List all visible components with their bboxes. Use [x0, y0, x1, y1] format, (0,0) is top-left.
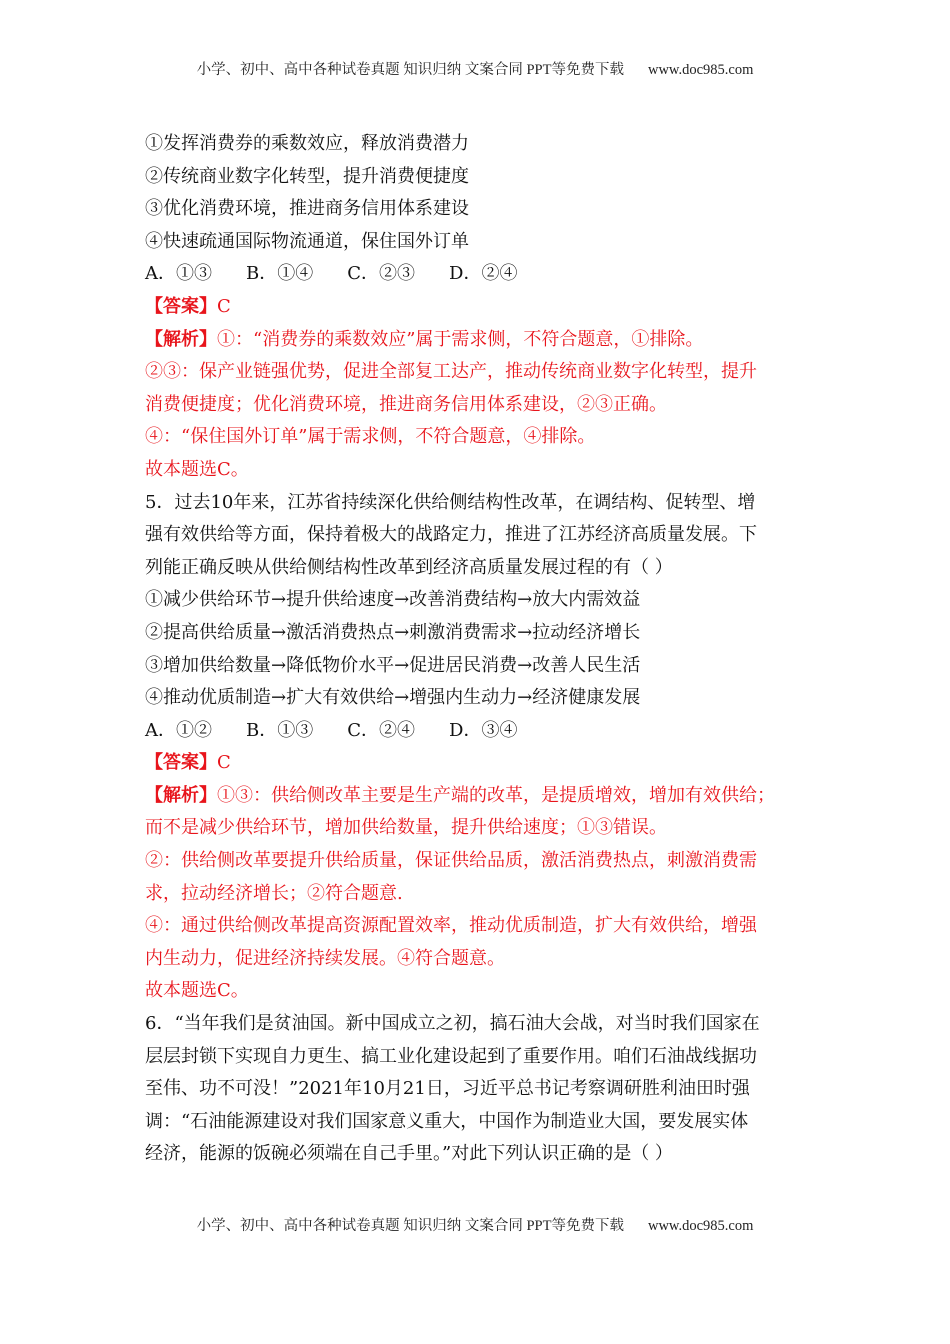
- q5-item: ①减少供给环节→提升供给速度→改善消费结构→放大内需效益: [145, 589, 641, 611]
- q6-stem-line: 调：“石油能源建设对我们国家意义重大，中国作为制造业大国，要发展实体: [145, 1110, 749, 1132]
- q4-analysis-line: ②③：保产业链强优势，促进全部复工达产，推动传统商业数字化转型，提升: [145, 361, 757, 383]
- q6-stem-line: 经济，能源的饭碗必须端在自己手里。”对此下列认识正确的是（ ）: [145, 1143, 673, 1165]
- q6-stem-line: 层层封锁下实现自力更生、搞工业化建设起到了重要作用。咱们石油战线据功: [145, 1045, 757, 1067]
- q5-option-a: A．①②: [145, 719, 212, 741]
- q5-analysis-line: [145, 780, 815, 813]
- footer-site-link[interactable]: www.doc985.com: [647, 1218, 754, 1234]
- q5-item: ②提高供给质量→激活消费热点→刺激消费需求→拉动经济增长: [145, 621, 641, 643]
- q5-block: [145, 487, 815, 1009]
- q5-answer: [145, 747, 815, 780]
- answer-label: 【答案】: [145, 295, 217, 317]
- q4-analysis-line: ④：“保住国外订单”属于需求侧，不符合题意，④排除。: [145, 426, 596, 448]
- q4-item: ①发挥消费券的乘数效应，释放消费潜力: [145, 133, 469, 154]
- q4-answer: [145, 291, 815, 324]
- analysis-label: 【解析】: [145, 784, 217, 806]
- q5-stem-line: 强有效供给等方面，保持着极大的战路定力，推进了江苏经济高质量发展。下: [145, 524, 757, 546]
- analysis-text: ①③：供给侧改革主要是生产端的改革，是提质增效，增加有效供给；: [217, 784, 775, 806]
- q5-item: ③增加供给数量→降低物价水平→促进居民消费→改善人民生活: [145, 654, 641, 676]
- q5-option-b: B．①③: [246, 719, 314, 741]
- q5-option-c: C．②④: [347, 719, 416, 741]
- q5-analysis-line: ④：通过供给侧改革提高资源配置效率，推动优质制造，扩大有效供给，增强: [145, 915, 757, 937]
- document-body: [145, 128, 815, 1171]
- q4-options: [145, 258, 815, 291]
- q4-option-b: B．①④: [246, 263, 314, 285]
- q4-analysis-line: 消费便捷度；优化消费环境，推进商务信用体系建设，②③正确。: [145, 393, 667, 415]
- q5-analysis-line: 求，拉动经济增长；②符合题意.: [145, 882, 403, 904]
- q4-item: ④快速疏通国际物流通道，保住国外订单: [145, 230, 469, 252]
- analysis-label: 【解析】: [145, 328, 217, 350]
- q4-option-a: A．①③: [145, 263, 212, 285]
- header-site-link[interactable]: www.doc985.com: [647, 62, 754, 78]
- q6-block: [145, 1008, 815, 1171]
- q4-conclusion: 故本题选C。: [145, 458, 249, 480]
- analysis-text: ①：“消费券的乘数效应”属于需求侧，不符合题意，①排除。: [217, 328, 704, 350]
- header-text: 小学、初中、高中各种试卷真题 知识归纳 文案合同 PPT等免费下载: [196, 62, 624, 78]
- answer-value: C: [217, 752, 231, 774]
- q5-option-d: D．③④: [449, 719, 518, 741]
- footer-text: 小学、初中、高中各种试卷真题 知识归纳 文案合同 PPT等免费下载: [196, 1218, 624, 1234]
- q4-option-d: D．②④: [449, 263, 518, 285]
- q4-item: ②传统商业数字化转型，提升消费便捷度: [145, 165, 469, 187]
- answer-label: 【答案】: [145, 752, 217, 774]
- q5-analysis-line: ②：供给侧改革要提升供给质量，保证供给品质，激活消费热点，刺激消费需: [145, 850, 757, 872]
- q4-option-c: C．②③: [347, 263, 416, 285]
- page-footer: [0, 1214, 950, 1235]
- q5-stem-line: 5．过去10年来，江苏省持续深化供给侧结构性改革，在调结构、促转型、增: [145, 491, 756, 513]
- q5-analysis-line: 内生动力，促进经济持续发展。④符合题意。: [145, 947, 505, 969]
- q5-conclusion: 故本题选C。: [145, 980, 249, 1002]
- q5-analysis-line: 而不是减少供给环节，增加供给数量，提升供给速度；①③错误。: [145, 817, 667, 839]
- q4-block: [145, 128, 815, 487]
- page-header: [0, 58, 950, 79]
- q5-item: ④推动优质制造→扩大有效供给→增强内生动力→经济健康发展: [145, 687, 641, 709]
- q5-options: [145, 715, 815, 748]
- answer-value: C: [217, 295, 231, 317]
- q4-analysis-line: [145, 324, 815, 357]
- q6-stem-line: 至伟、功不可没！”2021年10月21日，习近平总书记考察调研胜利油田时强: [145, 1078, 750, 1100]
- q5-stem-line: 列能正确反映从供给侧结构性改革到经济高质量发展过程的有（ ）: [145, 556, 673, 578]
- q4-item: ③优化消费环境，推进商务信用体系建设: [145, 198, 469, 220]
- q6-stem-line: 6．“当年我们是贫油国。新中国成立之初，搞石油大会战，对当时我们国家在: [145, 1013, 760, 1035]
